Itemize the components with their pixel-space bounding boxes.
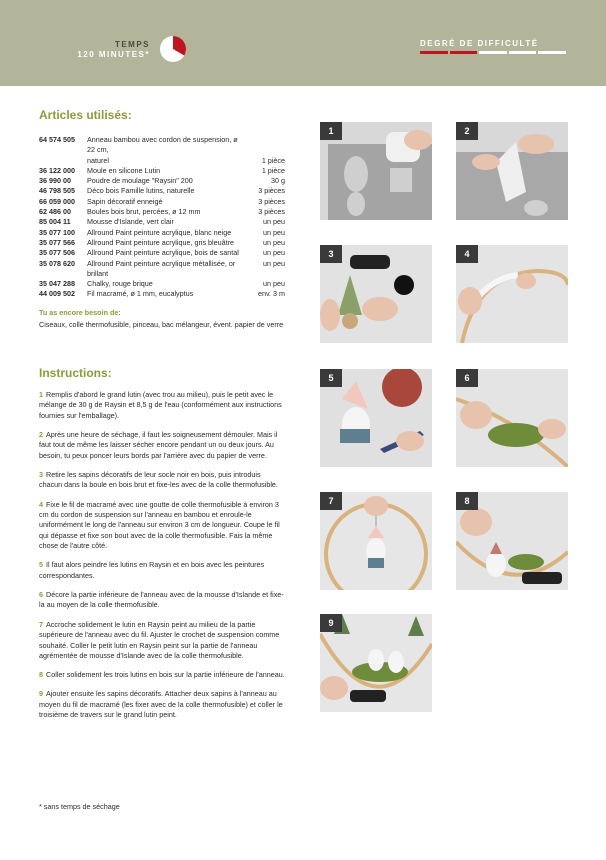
step-text: Après une heure de séchage, il faut les soigneusement démouler. Mais il faut tout de même les laisser sécher encore pendant un ou deux jours. Au besoin, tu peux poncer leurs bords par l'arrière avec du papier de verre. xyxy=(39,430,278,460)
difficulty-meter xyxy=(420,51,566,54)
article-row xyxy=(39,217,285,227)
article-code: 35 078 620 xyxy=(39,258,75,268)
article-code: 62 486 00 xyxy=(39,207,71,217)
step-photo-9 xyxy=(320,614,432,712)
article-row xyxy=(39,156,285,166)
need-text: Ciseaux, colle thermofusible, pinceau, bac mélangeur, évent. papier de verre xyxy=(39,320,284,329)
article-desc: Mousse d'Islande, vert clair xyxy=(87,217,174,227)
step-badge: 2 xyxy=(456,122,478,140)
step-photo-2 xyxy=(456,122,568,220)
step-badge: 6 xyxy=(456,369,478,387)
step-photo-1 xyxy=(320,122,432,220)
article-qty: 1 pièce xyxy=(261,165,285,175)
article-row xyxy=(39,186,285,196)
instruction-step xyxy=(39,390,285,421)
article-qty: 30 g xyxy=(271,176,285,186)
article-code: 64 574 505 xyxy=(39,135,75,144)
instruction-step xyxy=(39,590,285,611)
step-text: Fixe le fil de macramé avec une goutte de colle thermofusible à environ 3 cm du cordon de suspension sur l'anneau en bambou et enroule-le uniformément le long de l'anneau sur environ 3 cm de longueur. Coupe le fil qui dépasse et fixe son bout avec de la colle thermofusible. Fais la même chose de l'autre côté. xyxy=(39,499,280,551)
difficulty-segment xyxy=(538,51,566,54)
article-row xyxy=(39,289,285,299)
step-text: Coller solidement les trois lutins en bois sur la partie inférieure de l'anneau. xyxy=(46,670,285,680)
article-desc: Boules bois brut, percées, ø 12 mm xyxy=(87,207,201,217)
article-desc: Allround Paint peinture acrylique, bois de santal xyxy=(87,248,239,258)
article-desc: Déco bois Famille lutins, naturelle xyxy=(87,186,195,196)
article-code xyxy=(39,156,87,166)
step-badge: 9 xyxy=(320,614,342,632)
article-code: 35 077 566 xyxy=(39,237,75,247)
article-desc: Allround Paint peinture acrylique, gris bleuâtre xyxy=(87,237,235,247)
article-desc: naturel xyxy=(87,155,109,165)
step-text: Retire les sapins décoratifs de leur socle noir en bois, puis introduis chacun dans la boule en bois brut et fixe-les avec de la colle thermofusible. xyxy=(39,470,278,490)
article-desc: Allround Paint peinture acrylique métallisée, or brillant xyxy=(87,258,236,278)
article-row xyxy=(39,238,285,248)
instruction-step xyxy=(39,689,285,720)
article-desc: Poudre de moulage "Raysin" 200 xyxy=(87,176,193,186)
article-row xyxy=(39,248,285,258)
step-number: 5 xyxy=(39,560,43,570)
step-badge: 1 xyxy=(320,122,342,140)
article-code: 36 990 00 xyxy=(39,176,71,186)
article-row xyxy=(39,197,285,207)
step-photo-8 xyxy=(456,492,568,590)
header-band xyxy=(0,0,606,86)
article-qty: 3 pièces xyxy=(258,186,285,196)
article-desc: Moule en silicone Lutin xyxy=(87,165,161,175)
article-qty: un peu xyxy=(263,279,285,289)
step-number: 1 xyxy=(39,390,43,399)
article-code: 85 004 11 xyxy=(39,217,71,227)
article-row xyxy=(39,135,285,156)
article-code: 66 059 000 xyxy=(39,196,75,206)
article-row xyxy=(39,228,285,238)
article-qty: un peu xyxy=(263,217,285,227)
article-row xyxy=(39,176,285,186)
difficulty-label: DEGRÉ DE DIFFICULTÉ xyxy=(420,39,539,48)
difficulty-segment xyxy=(509,51,537,54)
time-value: 120 MINUTES* xyxy=(77,50,150,59)
difficulty-segment xyxy=(479,51,507,54)
step-badge: 8 xyxy=(456,492,478,510)
step-photo-6 xyxy=(456,369,568,467)
article-code: 35 047 288 xyxy=(39,279,75,289)
step-text: Ajouter ensuite les sapins décoratifs. Attacher deux sapins à l'anneau au moyen du fil de macramé (les fixer avec de la colle thermofusible) et coller le troisième de travers sur le grand lutin peint. xyxy=(39,689,283,720)
instructions-list xyxy=(39,390,285,729)
time-label: TEMPS xyxy=(114,40,150,49)
step-text: Remplis d'abord le grand lutin (avec trou au milieu), puis le petit avec le mélange de 30 g de Raysin et 8,5 g de l'eau (conformément aux instructions fournies sur l'emballage). xyxy=(39,390,282,420)
article-code: 35 077 100 xyxy=(39,227,75,237)
step-photo-4 xyxy=(456,245,568,343)
instruction-step xyxy=(39,670,285,680)
step-text: Il faut alors peindre les lutins en Raysin et en bois avec les peintures correspondantes. xyxy=(39,560,265,580)
article-qty: 3 pièces xyxy=(258,196,285,206)
article-code: 44 009 502 xyxy=(39,289,75,299)
step-text: Accroche solidement le lutin en Raysin peint au milieu de la partie supérieure de l'anneau avec du fil. Ajuster le crochet de suspension comme souhaité. Coller le petit lutin en Raysin peint sur la partie de l'anneau agrémentée de mousse d'Islande avec de la colle thermofusible. xyxy=(39,619,280,660)
need-title: Tu as encore besoin de: xyxy=(39,308,121,317)
step-number: 2 xyxy=(39,430,43,440)
step-number: 8 xyxy=(39,670,43,680)
footnote: * sans temps de séchage xyxy=(39,802,120,811)
instruction-step xyxy=(39,500,285,552)
step-text: Décore la partie inférieure de l'anneau avec de la mousse d'Islande et fixe-la au moyen de la colle thermofusible. xyxy=(39,590,284,610)
article-desc: Sapin décoratif enneigé xyxy=(87,196,163,206)
article-row xyxy=(39,259,285,280)
article-qty: 1 pièce xyxy=(261,155,285,165)
article-row xyxy=(39,207,285,217)
article-qty: un peu xyxy=(263,248,285,258)
articles-title: Articles utilisés: xyxy=(39,108,132,122)
article-code: 36 122 000 xyxy=(39,165,75,175)
step-badge: 3 xyxy=(320,245,342,263)
step-number: 9 xyxy=(39,689,43,699)
step-photo-7 xyxy=(320,492,432,590)
difficulty-segment xyxy=(420,51,448,54)
article-qty xyxy=(239,135,285,156)
articles-list xyxy=(39,135,285,300)
step-badge: 4 xyxy=(456,245,478,263)
step-number: 6 xyxy=(39,590,43,600)
article-row xyxy=(39,279,285,289)
article-qty: env. 3 m xyxy=(257,289,285,299)
step-number: 4 xyxy=(39,499,43,509)
article-desc: Allround Paint peinture acrylique, blanc neige xyxy=(87,227,232,237)
article-qty: un peu xyxy=(263,237,285,247)
article-code: 46 798 505 xyxy=(39,186,75,196)
step-number: 3 xyxy=(39,470,43,480)
article-qty: 3 pièces xyxy=(258,207,285,217)
article-code: 35 077 506 xyxy=(39,248,75,258)
difficulty-segment xyxy=(450,51,478,54)
article-desc: Anneau bambou avec cordon de suspension, ø 22 cm, xyxy=(87,135,238,155)
step-number: 7 xyxy=(39,619,43,629)
article-row xyxy=(39,166,285,176)
instruction-step xyxy=(39,470,285,491)
step-photo-5 xyxy=(320,369,432,467)
instruction-step xyxy=(39,620,285,662)
instructions-title: Instructions: xyxy=(39,366,112,380)
step-badge: 7 xyxy=(320,492,342,510)
article-qty: un peu xyxy=(263,227,285,237)
clock-icon xyxy=(160,36,186,62)
step-photo-3 xyxy=(320,245,432,343)
step-badge: 5 xyxy=(320,369,342,387)
article-desc: Fil macramé, ø 1 mm, eucalyptus xyxy=(87,289,194,299)
instruction-step xyxy=(39,430,285,461)
article-desc: Chalky, rouge brique xyxy=(87,279,153,289)
article-qty: un peu xyxy=(263,258,285,268)
instruction-step xyxy=(39,560,285,581)
